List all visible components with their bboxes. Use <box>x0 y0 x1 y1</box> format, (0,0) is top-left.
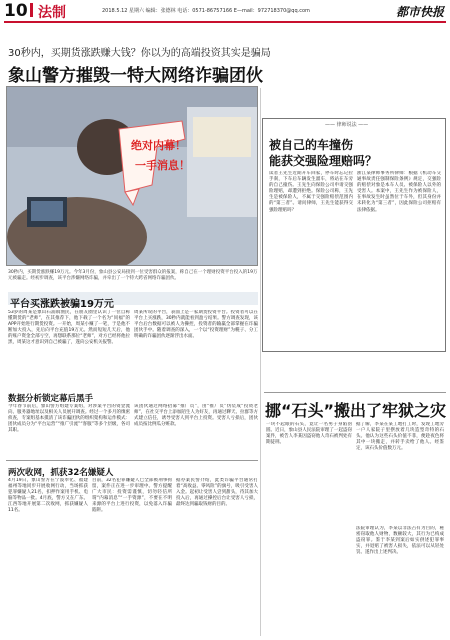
right-divider <box>264 392 446 393</box>
subhead-1-box <box>8 292 258 310</box>
svg-text:绝对内幕！: 绝对内幕！ <box>131 139 186 152</box>
photo-caption: 30秒内，买期货涨跌赚19万元。今年3月份，象山县公安局接到一位受害群众的报案，称自己在一个理财投资平台投入的19万元被骗走。经初步调查，该平台涉嫌网络诈骗，并牵出了一个特大跨省网络诈骗团伙。 <box>8 270 258 281</box>
subhead-1: 平台买涨跌被骗19万元 <box>10 299 114 310</box>
subhead-3: 两次收网，抓获32名嫌疑人 <box>8 468 114 478</box>
article-col2-b: 该团伙通过网络招募“推广员”，由“推广员”伪装成“投资老师”，在社交平台上添加陌生人为好友，再通过聊天、拉群等方式建立信任，诱导受害人到平台上投资。受害人亏损后，团伙成员按比例瓜分赃款。 <box>134 404 258 428</box>
article-col3-c: 据办案民警介绍，此类诈骗平台通常打着“高收益、零风险”的旗号，吸引受害人入金。起初让受害人尝到甜头，待其加大投入后，再通过操控后台让受害人亏损，最终达到骗取钱财的目的。 <box>176 478 258 508</box>
section-divider <box>6 460 258 461</box>
subhead-2: 数据分析锁定幕后黑手 <box>8 394 94 404</box>
advice-title-1: 被自己的车撞伤 <box>269 138 354 152</box>
page-number-bar <box>30 3 33 17</box>
illustration-photo <box>6 86 258 266</box>
newspaper-logo: 都市快报 <box>395 5 444 19</box>
kicker: 30秒内，买期货涨跌赚大钱？你以为的高端投资其实是骗局 <box>8 48 271 59</box>
article-col2-a: 周某所说的平台，表面上是一家期货投资平台。投资者可以在平台上买涨跌，30秒内就能看到盈亏结果。警方调查发现，该平台后台数据可以被人为操控，投资者的输赢全部掌握在诈骗团伙手中。随着调查的深入，一个以“投资理财”为幌子、分工明确的诈骗团伙逐渐浮出水面。 <box>134 310 258 340</box>
story2-col3: 法院审理认为，李某以非法占有为目的，秘密窃取他人财物，数额较大，其行为已构成盗窃罪。鉴于李某到案后如实供述犯罪事实，并退赔了被害人损失，依法可以从轻处罚。遂作出上述判决。 <box>356 526 444 556</box>
article-col1-c: 4月19日，象山警方在宁波奉化、福建福州等地同步开展收网行动，当场抓获犯罪嫌疑人21名，扣押作案用手机、电脑等物品一批。4月底，警方又在广东、江西等地开展第二次收网，抓获嫌疑人11名。 <box>8 478 88 514</box>
article-col1-b: 今年春节前后，象山警方组建专案组，对涉案平台的资金流向、服务器地址以及相关人员展开调查。经过一个多月的缜密侦查，专案组基本摸清了该诈骗团伙的组织架构和运作模式：团伙成员分为“平台运营”“推广引流”“客服”等多个层级，各司其职。 <box>8 404 130 434</box>
secondary-headline: 挪“石头”搬出了牢狱之灾 <box>265 401 447 420</box>
story2-col1: 一块不起眼的石头，竟让一名男子身陷囹圄。近日，象山县人民法院审理了一起盗窃案件，被告人李某因盗窃他人奇石被判处有期徒刑。 <box>266 422 352 446</box>
advice-text-left: 读者王先生近期开车回家，停车时忘记拉手刹，下车后车辆发生溜车，将站在车旁的自己撞伤。王先生向保险公司申请交强险理赔，却遭到拒绝。保险公司称，王先生是被保险人，不属于交强险赔偿范围内的“第三者”。请问律师，王先生能获得交强险理赔吗？ <box>269 171 353 213</box>
masthead <box>0 0 450 22</box>
column-separator <box>260 88 261 636</box>
lawyer-advice-box <box>262 118 446 352</box>
page-number: 10 <box>4 1 28 21</box>
main-headline: 象山警方摧毁一特大网络诈骗团伙 <box>8 66 263 86</box>
top-rule <box>4 21 446 23</box>
story2-col2: 据了解，李某在某工地打工时，发现工地旁一户人家院子里摆放着几块造型奇特的石头。他认为这些石头价值不菲，便趁夜色将其中一块搬走，并转手卖给了他人。经鉴定，该石头价值数万元。 <box>356 422 444 452</box>
advice-text-right: 浙江某律师事务所律师：根据《机动车交通事故责任强制保险条例》规定，交强险的赔偿对象是本车人员、被保险人以外的受害人。本案中，王先生作为被保险人，在事故发生时虽然位于车外，但其身份并未转化为“第三者”，因此保险公司拒赔有法律依据。 <box>357 171 441 213</box>
issue-meta: 2018.5.12 星期六 编辑：张德林 电话：0571-86757166 E—mail：972718370@qq.com <box>102 8 310 14</box>
svg-text:一手消息！: 一手消息！ <box>135 159 190 172</box>
illustration-graphic <box>7 87 258 266</box>
advice-title-2: 能获交强险理赔吗？ <box>269 154 378 168</box>
article-col1-a: 53岁的周某是象山石浦镇渔民，在朋友圈里认识了一位自称懂期货的“老师”，在其推荐下，他下载了一个名为“同福”的APP开始进行期货投资。一开始，周某小赚了一笔，于是他不断加大投入，先后向平台充值19万元。然而短短几天后，他的账户资金全部亏空，再想联系那位“老师”，对方已经将他拉黑，周某这才意识到自己被骗了，遂向公安机关报警。 <box>8 310 130 346</box>
lawyer-tag: —— 律师说法 —— <box>325 122 369 128</box>
article-col2-c: 目前，32名犯罪嫌疑人已全部被刑事拘留，案件正在进一步审理中。警方提醒广大市民：投资需谨慎，切勿轻信所谓“内幕消息”“一手资源”，不要在不明来源的平台上进行投资，以免落入诈骗陷阱。 <box>92 478 172 514</box>
section-title: 法制 <box>38 5 66 21</box>
